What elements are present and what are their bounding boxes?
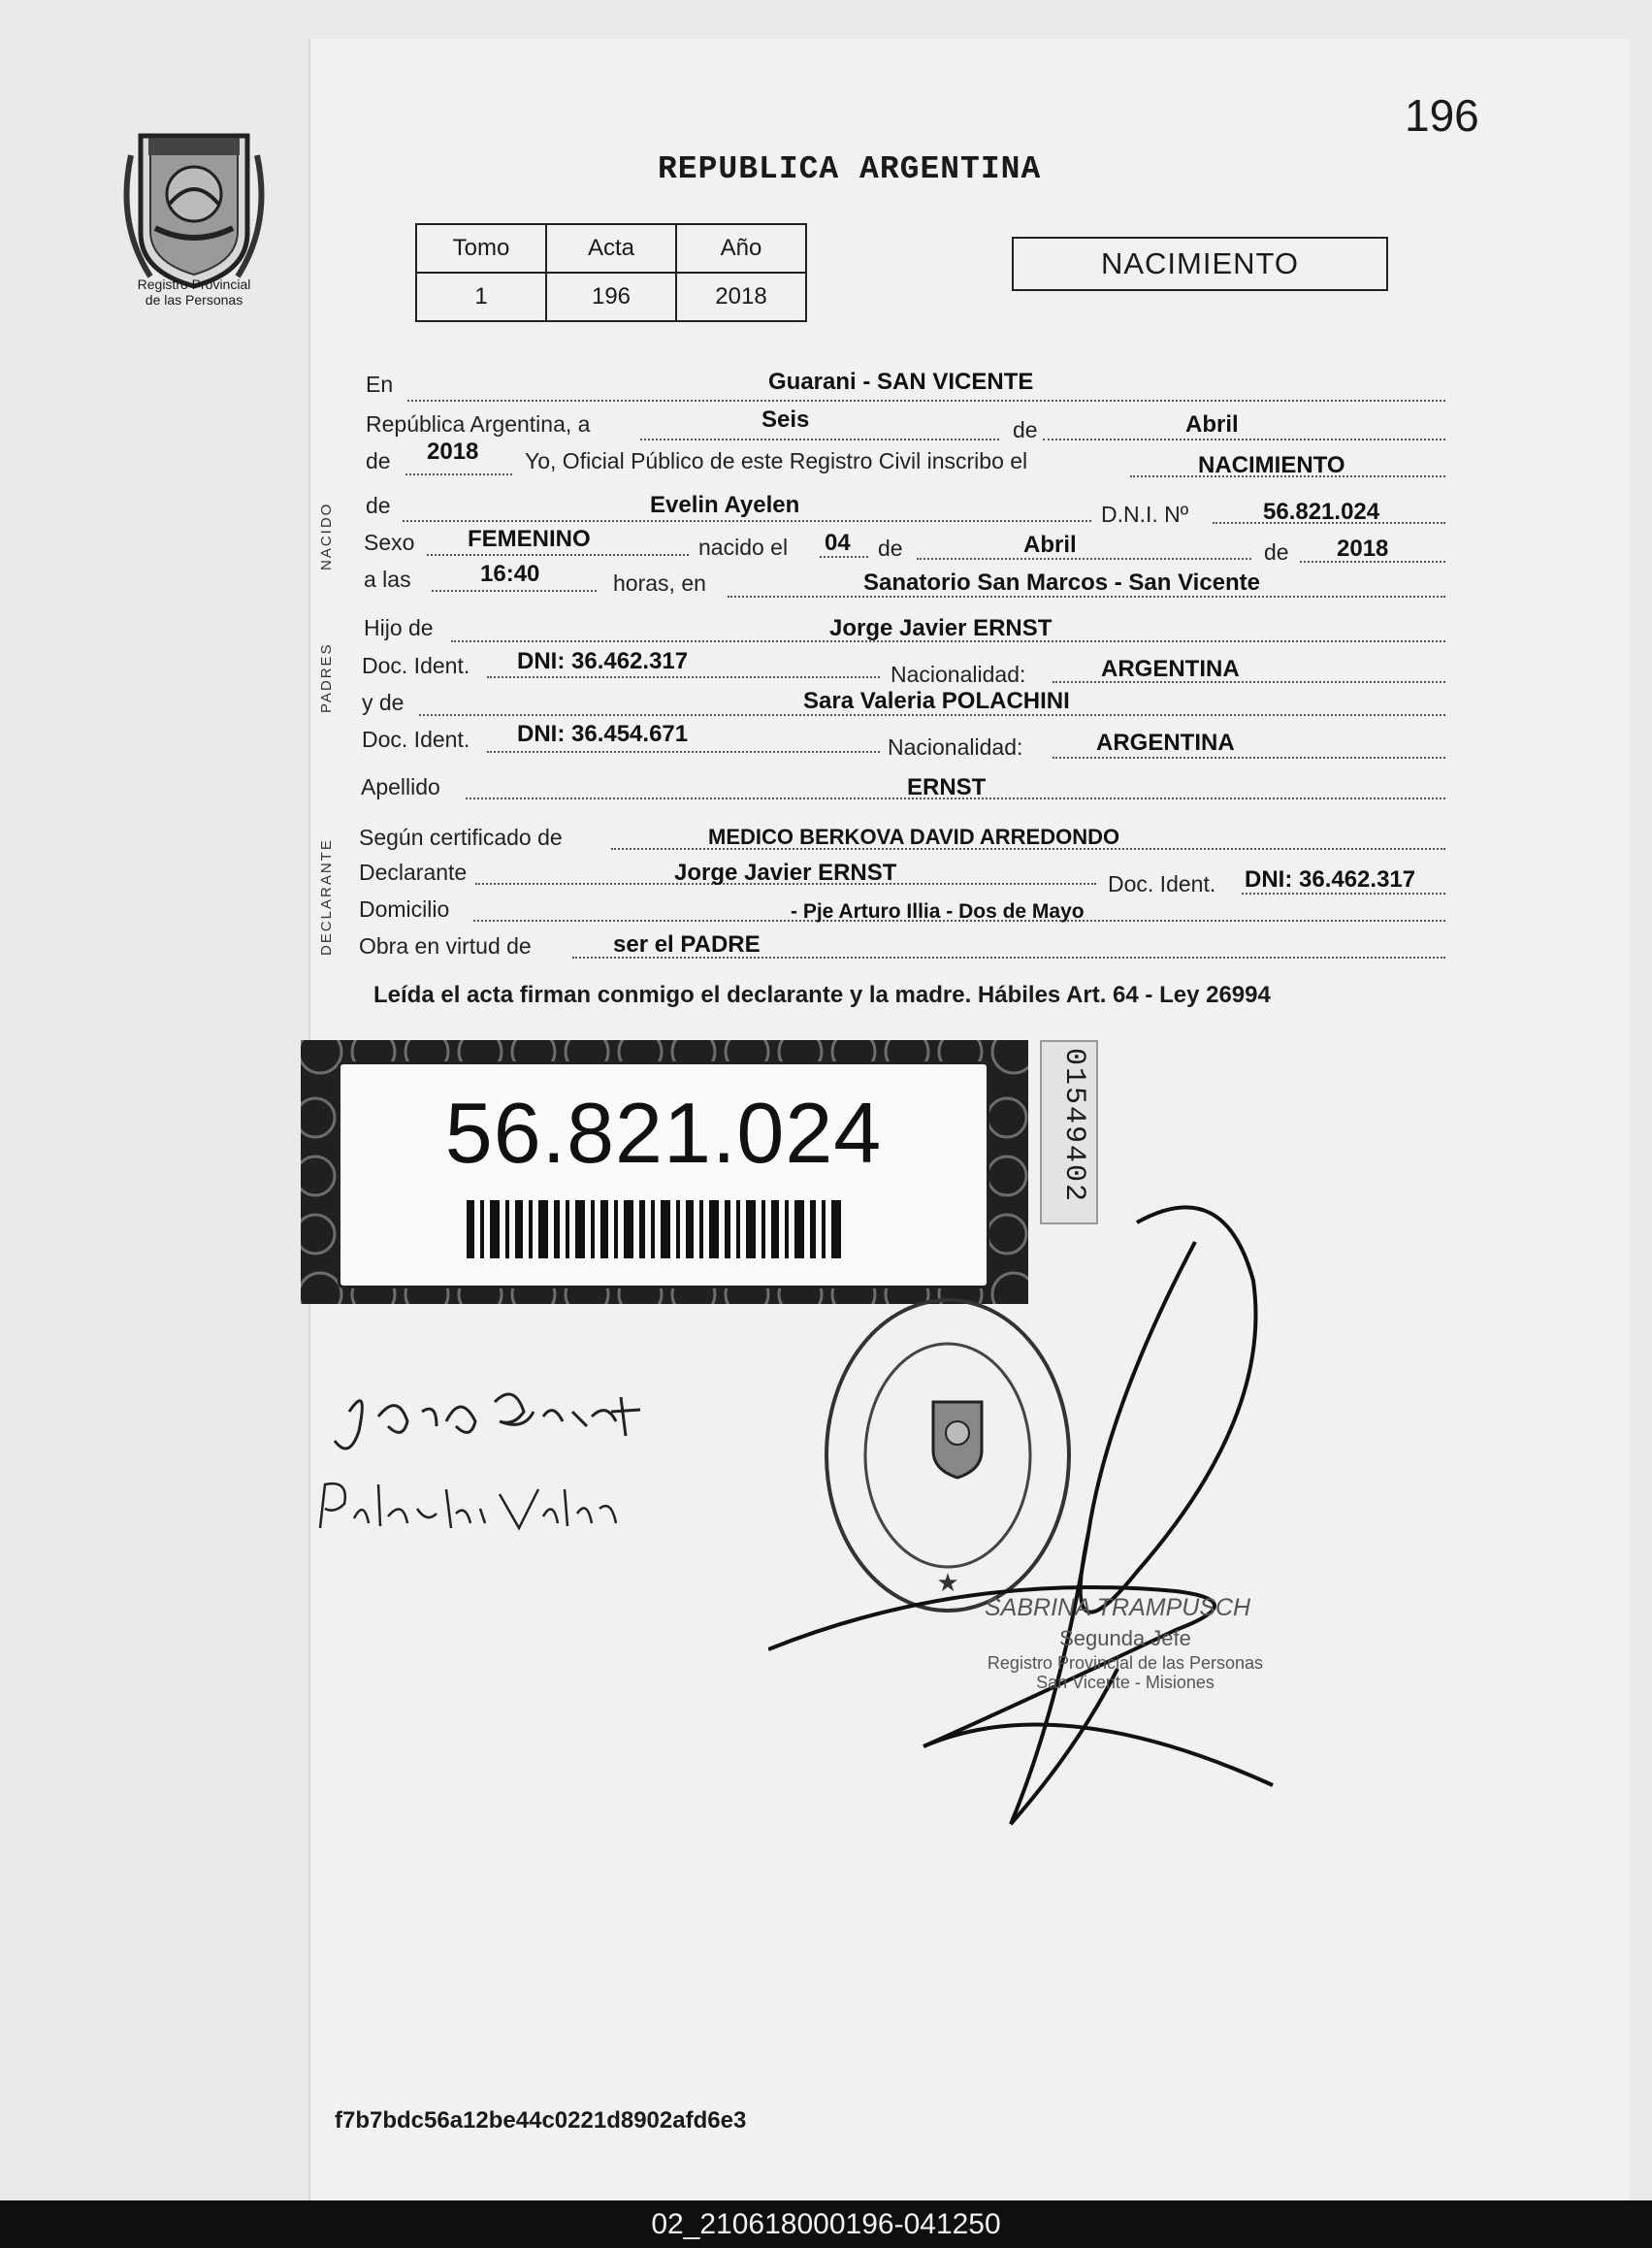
label-de-year: de [366, 448, 391, 473]
logo-caption-line1: Registro Provincial [137, 277, 251, 292]
value-domicilio: - Pje Arturo Illia - Dos de Mayo [791, 900, 1085, 923]
value-anio-nacimiento: 2018 [1337, 536, 1389, 562]
record-type-box: NACIMIENTO [1012, 237, 1388, 291]
anio-value: 2018 [676, 273, 806, 321]
anio-header: Año [676, 224, 806, 273]
official-title: Segunda Jefe [1059, 1626, 1191, 1650]
dotted-line [1053, 757, 1445, 759]
acta-value: 196 [546, 273, 676, 321]
father-signature [330, 1373, 650, 1460]
value-dia-nacimiento: 04 [825, 530, 851, 556]
value-nombre: Evelin Ayelen [650, 492, 800, 518]
serial-number: 01549402 [1057, 1048, 1090, 1204]
value-lugar-nacimiento: Sanatorio San Marcos - San Vicente [863, 570, 1261, 596]
tomo-header: Tomo [416, 224, 546, 273]
mother-signature [310, 1470, 621, 1548]
label-a-las: a las [364, 567, 411, 592]
value-mes-inscripcion: Abril [1185, 411, 1239, 438]
label-nacionalidad-padre: Nacionalidad: [891, 662, 1026, 687]
logo-caption [102, 277, 286, 308]
label-obra-en-virtud: Obra en virtud de [359, 933, 532, 959]
footer-id: 02_210618000196-041250 [0, 2200, 1652, 2248]
label-segun-certificado: Según certificado de [359, 825, 563, 850]
section-label-padres: PADRES [318, 642, 335, 713]
dotted-line [427, 554, 689, 556]
official-signature [768, 1164, 1312, 1863]
label-republica: República Argentina, a [366, 411, 591, 437]
value-dia-palabra: Seis [761, 407, 810, 433]
closing-statement: Leída el acta firman conmigo el declarante y la madre. Hábiles Art. 64 - Ley 26994 [373, 982, 1271, 1008]
dni-number-large: 56.821.024 [444, 1085, 883, 1181]
value-declarante: Jorge Javier ERNST [674, 860, 897, 886]
official-location: San Vicente - Misiones [1036, 1673, 1215, 1692]
label-de-nombre: de [366, 493, 391, 518]
document-title: REPUBLICA ARGENTINA [658, 151, 1042, 187]
label-de-mes-nacimiento: de [878, 536, 903, 561]
svg-text:★: ★ [936, 1568, 959, 1597]
value-madre: Sara Valeria POLACHINI [803, 688, 1070, 714]
label-de-mes: de [1013, 417, 1038, 442]
value-dni: 56.821.024 [1263, 499, 1380, 525]
section-label-nacido: NACIDO [318, 502, 335, 570]
label-apellido: Apellido [361, 774, 440, 799]
label-y-de: y de [362, 690, 405, 715]
label-doc-ident-padre: Doc. Ident. [362, 653, 470, 678]
label-en: En [366, 372, 394, 397]
value-certificado: MEDICO BERKOVA DAVID ARREDONDO [708, 825, 1120, 849]
label-de-anio-nacimiento: de [1264, 539, 1289, 565]
label-nacionalidad-madre: Nacionalidad: [888, 734, 1023, 760]
logo-caption-line2: de las Personas [145, 292, 243, 308]
record-reference-table [415, 223, 807, 322]
label-declarante: Declarante [359, 860, 468, 885]
value-doc-madre: DNI: 36.454.671 [517, 721, 689, 747]
value-sexo: FEMENINO [468, 526, 591, 552]
value-doc-padre: DNI: 36.462.317 [517, 648, 689, 674]
value-doc-declarante: DNI: 36.462.317 [1245, 866, 1416, 893]
dotted-line [432, 590, 597, 592]
label-dni: D.N.I. Nº [1101, 502, 1189, 527]
section-label-declarante: DECLARANTE [318, 838, 335, 956]
value-anio-inscripcion: 2018 [427, 439, 479, 465]
value-mes-nacimiento: Abril [1023, 532, 1077, 558]
label-yo: Yo, Oficial Público de este Registro Civil inscribo el [525, 448, 1028, 473]
dotted-line [917, 558, 1251, 560]
value-hora: 16:40 [480, 561, 540, 587]
acta-header: Acta [546, 224, 676, 273]
dotted-line [640, 439, 999, 440]
label-hijo-de: Hijo de [364, 615, 434, 640]
label-nacido-el: nacido el [698, 535, 789, 560]
value-apellido: ERNST [907, 774, 987, 800]
tomo-value: 1 [416, 273, 546, 321]
dotted-line [407, 400, 1445, 402]
dotted-line [1043, 439, 1445, 440]
page-number: 196 [1405, 90, 1479, 141]
document-hash: f7b7bdc56a12be44c0221d8902afd6e3 [335, 2107, 747, 2134]
official-name: SABRINA TRAMPUSCH [985, 1594, 1251, 1621]
value-obra-en-virtud: ser el PADRE [613, 931, 761, 958]
value-nacionalidad-madre: ARGENTINA [1096, 730, 1235, 756]
label-sexo: Sexo [364, 530, 415, 555]
official-office: Registro Provincial de las Personas [987, 1653, 1264, 1673]
label-domicilio: Domicilio [359, 896, 450, 922]
dotted-line [405, 473, 512, 475]
dotted-line [403, 520, 1091, 522]
label-horas-en: horas, en [613, 570, 706, 596]
value-tipo: NACIMIENTO [1198, 452, 1345, 478]
value-lugar: Guarani - SAN VICENTE [768, 369, 1034, 395]
label-doc-ident-madre: Doc. Ident. [362, 727, 470, 752]
dotted-line [487, 751, 880, 753]
label-doc-ident-declarante: Doc. Ident. [1108, 871, 1216, 896]
dotted-line [487, 676, 880, 678]
value-nacionalidad-padre: ARGENTINA [1101, 656, 1240, 682]
value-padre: Jorge Javier ERNST [829, 615, 1053, 641]
